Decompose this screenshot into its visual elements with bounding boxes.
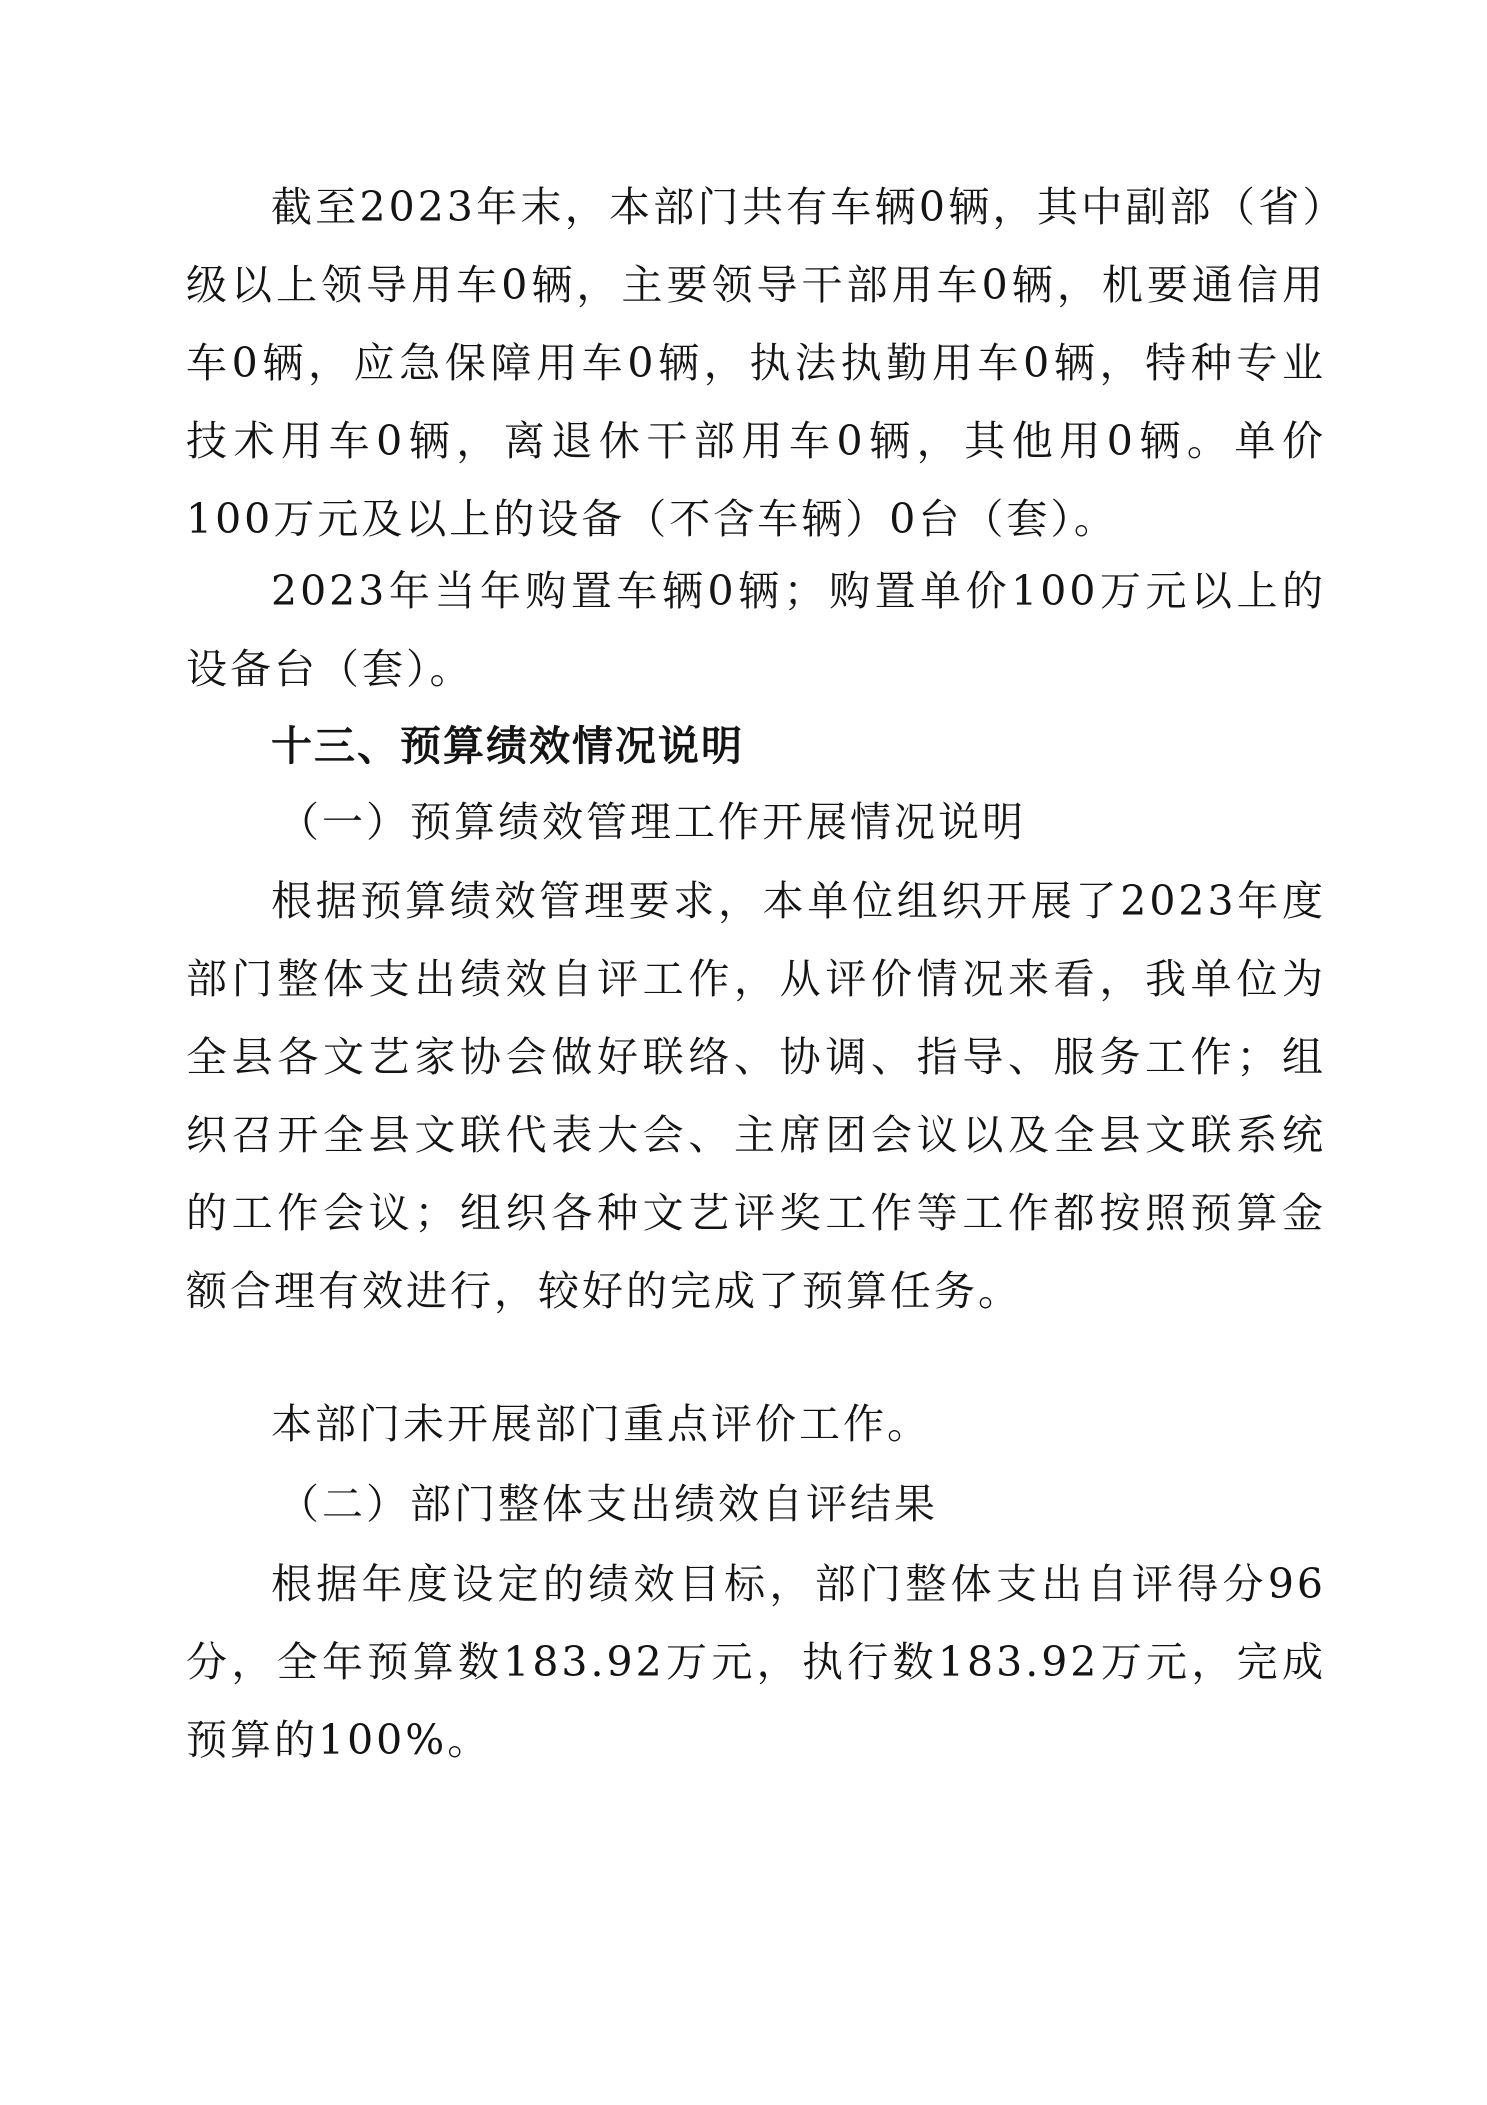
- paragraph-management: 根据预算绩效管理要求，本单位组织开展了2023年度部门整体支出绩效自评工作，从评价情况来看，我单位为全县各文艺家协会做好联络、协调、指导、服务工作；组织召开全县文联代表大会、主席团会议以及全县文联系统的工作会议；组织各种文艺评奖工作等工作都按照预算金额合理有效进行，较好的完成了预算任务。: [186, 877, 1326, 1315]
- paragraph-vehicles: 截至2023年末，本部门共有车辆0辆，其中副部（省）级以上领导用车0辆，主要领导干部用车0辆，机要通信用车0辆，应急保障用车0辆，执法执勤用车0辆，特种专业技术用车0辆，离退休干部用车0辆，其他用0辆。单价100万元及以上的设备（不含车辆）0台（套）。: [186, 183, 1326, 543]
- paragraph-result: 根据年度设定的绩效目标，部门整体支出自评得分96分，全年预算数183.92万元，执行数183.92万元，完成预算的100%。: [186, 1560, 1326, 1764]
- subsection-heading-2: （二）部门整体支出绩效自评结果: [278, 1480, 938, 1528]
- subsection-heading-1: （一）预算绩效管理工作开展情况说明: [278, 798, 1026, 846]
- section-heading-13: 十三、预算绩效情况说明: [271, 722, 744, 770]
- paragraph-purchase: 2023年当年购置车辆0辆；购置单价100万元以上的设备台（套）。: [186, 567, 1326, 693]
- paragraph-no-review: 本部门未开展部门重点评价工作。: [271, 1400, 931, 1448]
